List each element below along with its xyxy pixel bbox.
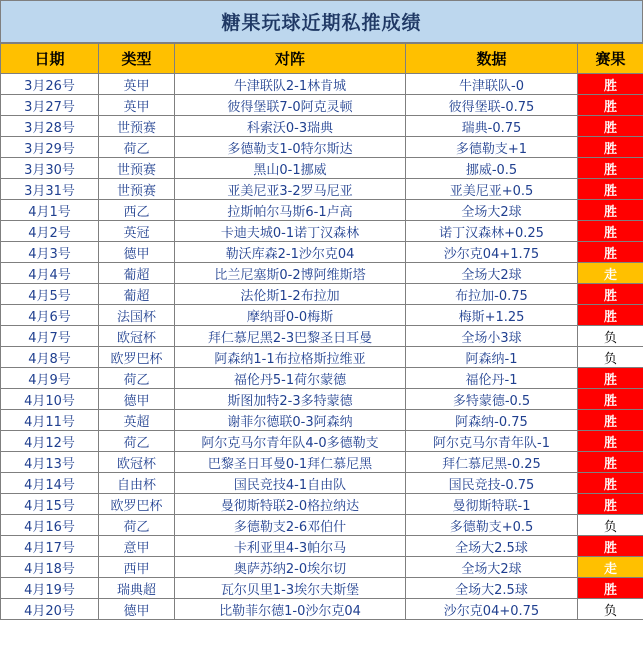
type-cell: 瑞典超 [99,578,175,599]
result-cell: 胜 [578,494,643,515]
match-cell: 奥萨苏纳2-0埃尔切 [175,557,406,578]
date-cell: 4月7号 [1,326,99,347]
result-cell: 胜 [578,116,643,137]
match-cell: 福伦丹5-1荷尔蒙德 [175,368,406,389]
result-cell: 负 [578,326,643,347]
header-row [1,44,643,74]
result-cell: 胜 [578,200,643,221]
match-cell: 拉斯帕尔马斯6-1卢高 [175,200,406,221]
header-data: 数据 [406,44,578,74]
date-cell: 4月11号 [1,410,99,431]
date-cell: 4月2号 [1,221,99,242]
type-cell: 西乙 [99,200,175,221]
date-cell: 3月27号 [1,95,99,116]
table-row [1,74,643,95]
date-cell: 3月30号 [1,158,99,179]
results-body [1,74,643,620]
result-cell: 胜 [578,305,643,326]
match-cell: 巴黎圣日耳曼0-1拜仁慕尼黑 [175,452,406,473]
result-cell: 负 [578,599,643,620]
type-cell: 世预赛 [99,116,175,137]
date-cell: 4月3号 [1,242,99,263]
match-cell: 阿森纳1-1布拉格斯拉维亚 [175,347,406,368]
type-cell: 荷乙 [99,368,175,389]
match-cell: 科索沃0-3瑞典 [175,116,406,137]
type-cell: 世预赛 [99,158,175,179]
data-cell: 全场大2.5球 [406,536,578,557]
date-cell: 4月4号 [1,263,99,284]
data-cell: 全场大2球 [406,263,578,284]
type-cell: 德甲 [99,599,175,620]
result-cell: 胜 [578,242,643,263]
results-table [0,43,643,620]
match-cell: 国民竞技4-1自由队 [175,473,406,494]
match-cell: 斯图加特2-3多特蒙德 [175,389,406,410]
type-cell: 英甲 [99,95,175,116]
type-cell: 欧冠杯 [99,452,175,473]
match-cell: 彼得堡联7-0阿克灵顿 [175,95,406,116]
result-cell: 胜 [578,410,643,431]
data-cell: 福伦丹-1 [406,368,578,389]
match-cell: 法伦斯1-2布拉加 [175,284,406,305]
table-row [1,389,643,410]
data-cell: 彼得堡联-0.75 [406,95,578,116]
date-cell: 4月15号 [1,494,99,515]
date-cell: 4月14号 [1,473,99,494]
date-cell: 4月1号 [1,200,99,221]
type-cell: 西甲 [99,557,175,578]
result-cell: 胜 [578,284,643,305]
date-cell: 3月28号 [1,116,99,137]
result-cell: 胜 [578,431,643,452]
type-cell: 自由杯 [99,473,175,494]
result-cell: 胜 [578,221,643,242]
match-cell: 瓦尔贝里1-3埃尔夫斯堡 [175,578,406,599]
type-cell: 世预赛 [99,179,175,200]
result-cell: 负 [578,515,643,536]
header-result: 赛果 [578,44,643,74]
table-row [1,305,643,326]
table-row [1,284,643,305]
date-cell: 4月10号 [1,389,99,410]
match-cell: 谢菲尔德联0-3阿森纳 [175,410,406,431]
data-cell: 多德勒支+1 [406,137,578,158]
result-cell: 胜 [578,74,643,95]
result-cell: 胜 [578,179,643,200]
result-cell: 胜 [578,368,643,389]
date-cell: 4月9号 [1,368,99,389]
sheet-title: 糖果玩球近期私推成绩 [0,0,643,43]
table-row [1,158,643,179]
match-cell: 曼彻斯特联2-0格拉纳达 [175,494,406,515]
result-cell: 胜 [578,137,643,158]
match-cell: 卡迪夫城0-1诺丁汉森林 [175,221,406,242]
table-row [1,410,643,431]
data-cell: 拜仁慕尼黑-0.25 [406,452,578,473]
data-cell: 阿森纳-0.75 [406,410,578,431]
type-cell: 欧罗巴杯 [99,347,175,368]
date-cell: 4月17号 [1,536,99,557]
match-cell: 摩纳哥0-0梅斯 [175,305,406,326]
table-row [1,221,643,242]
type-cell: 英甲 [99,74,175,95]
table-row [1,326,643,347]
data-cell: 阿尔克马尔青年队-1 [406,431,578,452]
data-cell: 全场大2球 [406,557,578,578]
table-row [1,452,643,473]
header-type: 类型 [99,44,175,74]
data-cell: 全场大2.5球 [406,578,578,599]
type-cell: 法国杯 [99,305,175,326]
date-cell: 4月6号 [1,305,99,326]
type-cell: 德甲 [99,389,175,410]
match-cell: 阿尔克马尔青年队4-0多德勒支 [175,431,406,452]
type-cell: 意甲 [99,536,175,557]
data-cell: 诺丁汉森林+0.25 [406,221,578,242]
table-row [1,347,643,368]
table-row [1,557,643,578]
type-cell: 欧罗巴杯 [99,494,175,515]
match-cell: 亚美尼亚3-2罗马尼亚 [175,179,406,200]
table-row [1,368,643,389]
table-row [1,179,643,200]
table-row [1,242,643,263]
data-cell: 国民竞技-0.75 [406,473,578,494]
data-cell: 布拉加-0.75 [406,284,578,305]
header-match: 对阵 [175,44,406,74]
table-row [1,95,643,116]
result-cell: 胜 [578,158,643,179]
result-cell: 走 [578,263,643,284]
table-row [1,137,643,158]
date-cell: 4月16号 [1,515,99,536]
table-row [1,536,643,557]
type-cell: 荷乙 [99,431,175,452]
result-cell: 负 [578,347,643,368]
data-cell: 亚美尼亚+0.5 [406,179,578,200]
type-cell: 德甲 [99,242,175,263]
match-cell: 拜仁慕尼黑2-3巴黎圣日耳曼 [175,326,406,347]
table-row [1,599,643,620]
date-cell: 3月31号 [1,179,99,200]
date-cell: 4月5号 [1,284,99,305]
date-cell: 4月12号 [1,431,99,452]
type-cell: 英超 [99,410,175,431]
match-cell: 比兰尼塞斯0-2博阿维斯塔 [175,263,406,284]
table-row [1,494,643,515]
data-cell: 挪威-0.5 [406,158,578,179]
result-cell: 胜 [578,452,643,473]
match-cell: 多德勒支1-0特尔斯达 [175,137,406,158]
data-cell: 沙尔克04+1.75 [406,242,578,263]
data-cell: 沙尔克04+0.75 [406,599,578,620]
data-cell: 曼彻斯特联-1 [406,494,578,515]
data-cell: 多特蒙德-0.5 [406,389,578,410]
type-cell: 荷乙 [99,515,175,536]
data-cell: 瑞典-0.75 [406,116,578,137]
data-cell: 多德勒支+0.5 [406,515,578,536]
result-cell: 胜 [578,389,643,410]
data-cell: 全场小3球 [406,326,578,347]
date-cell: 4月8号 [1,347,99,368]
date-cell: 4月20号 [1,599,99,620]
table-row [1,116,643,137]
date-cell: 4月13号 [1,452,99,473]
data-cell: 牛津联队-0 [406,74,578,95]
match-cell: 牛津联队2-1林肯城 [175,74,406,95]
table-row [1,431,643,452]
type-cell: 荷乙 [99,137,175,158]
result-cell: 胜 [578,578,643,599]
result-cell: 走 [578,557,643,578]
table-row [1,578,643,599]
header-date: 日期 [1,44,99,74]
date-cell: 3月26号 [1,74,99,95]
match-cell: 多德勒支2-6邓伯什 [175,515,406,536]
type-cell: 葡超 [99,263,175,284]
type-cell: 欧冠杯 [99,326,175,347]
result-cell: 胜 [578,95,643,116]
table-row [1,515,643,536]
table-row [1,200,643,221]
date-cell: 3月29号 [1,137,99,158]
match-cell: 卡利亚里4-3帕尔马 [175,536,406,557]
type-cell: 葡超 [99,284,175,305]
match-cell: 黑山0-1挪威 [175,158,406,179]
match-cell: 勒沃库森2-1沙尔克04 [175,242,406,263]
date-cell: 4月18号 [1,557,99,578]
data-cell: 全场大2球 [406,200,578,221]
table-row [1,263,643,284]
match-cell: 比勒菲尔德1-0沙尔克04 [175,599,406,620]
type-cell: 英冠 [99,221,175,242]
data-cell: 阿森纳-1 [406,347,578,368]
result-cell: 胜 [578,536,643,557]
table-row [1,473,643,494]
data-cell: 梅斯+1.25 [406,305,578,326]
date-cell: 4月19号 [1,578,99,599]
result-cell: 胜 [578,473,643,494]
